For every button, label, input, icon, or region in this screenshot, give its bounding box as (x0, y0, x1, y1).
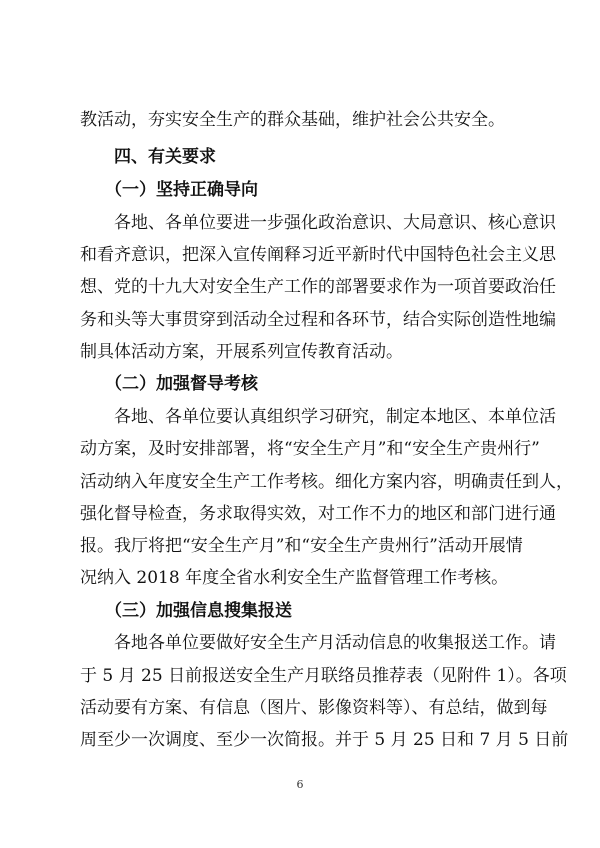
paragraph-line: 动方案，及时安排部署，将“安全生产月”和“安全生产贵州行” (80, 439, 540, 459)
subsection-heading: （三）加强信息搜集报送 (105, 601, 292, 621)
paragraph-line: 活动要有方案、有信息（图片、影像资料等）、有总结，做到每 (80, 698, 548, 718)
paragraph-line: 活动纳入年度安全生产工作考核。细化方案内容，明确责任到人， (80, 472, 573, 492)
paragraph-line: 务和头等大事贯穿到活动全过程和各环节，结合实际创造性地编 (80, 310, 556, 330)
paragraph-line: 强化督导检查，务求取得实效，对工作不力的地区和部门进行通 (80, 504, 556, 524)
paragraph-line: 周至少一次调度、至少一次简报。并于 5 月 25 日和 7 月 5 日前 (80, 730, 569, 750)
paragraph-line: 各地、各单位要进一步强化政治意识、大局意识、核心意识 (114, 213, 556, 233)
paragraph-line: 报。我厅将把“安全生产月”和“安全生产贵州行”活动开展情 (80, 536, 523, 556)
subsection-heading: （二）加强督导考核 (105, 374, 258, 394)
paragraph-line: 制具体活动方案，开展系列宣传教育活动。 (80, 342, 403, 362)
paragraph-line: 教活动，夯实安全生产的群众基础，维护社会公共安全。 (80, 110, 505, 130)
page-number: 6 (296, 778, 304, 791)
paragraph-line: 各地、各单位要认真组织学习研究，制定本地区、本单位活 (114, 407, 556, 427)
paragraph-line: 于 5 月 25 日前报送安全生产月联络员推荐表（见附件 1）。各项 (80, 666, 567, 686)
paragraph-line: 况纳入 2018 年度全省水利安全生产监督管理工作考核。 (80, 568, 509, 588)
section-heading: 四、有关要求 (114, 147, 216, 167)
subsection-heading: （一）坚持正确导向 (105, 180, 258, 200)
paragraph-line: 和看齐意识，把深入宣传阐释习近平新时代中国特色社会主义思 (80, 245, 556, 265)
paragraph-line: 各地各单位要做好安全生产月活动信息的收集报送工作。请 (114, 633, 556, 653)
paragraph-line: 想、党的十九大对安全生产工作的部署要求作为一项首要政治任 (80, 277, 556, 297)
